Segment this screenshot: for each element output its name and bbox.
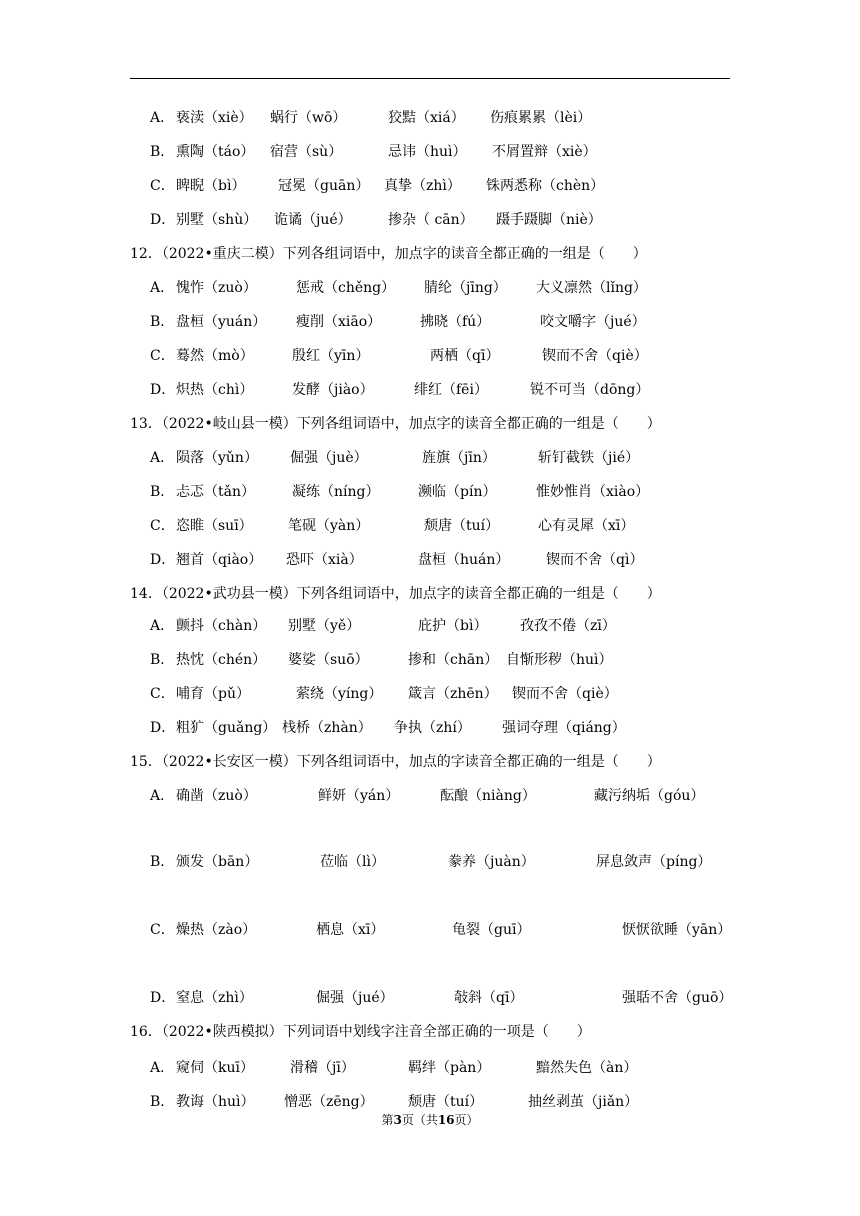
option-item: 不屑置辩（xiè）: [492, 144, 597, 160]
option-item: 憎恶（zēng）: [284, 1094, 374, 1110]
option-item: 睥睨（bì）: [176, 178, 246, 194]
option-item: 炽热（chì）: [176, 382, 254, 398]
option-item: 掺杂（ cān）: [388, 212, 474, 228]
option-item: 粗犷（guǎng）: [176, 720, 277, 736]
page-footer: [0, 1112, 860, 1128]
option-label: B．: [150, 484, 175, 500]
option-item: 强词夺理（qiáng）: [502, 720, 626, 736]
option-item: 热忱（chén）: [176, 652, 267, 668]
option-label: D．: [150, 990, 176, 1006]
option-item: 盘桓（yuán）: [176, 314, 267, 330]
option-label: D．: [150, 382, 176, 398]
option-item: 酝酿（niàng）: [440, 788, 536, 804]
option-item: 狡黠（xiá）: [388, 110, 465, 126]
question-stem: 13．（2022•岐山县一模）下列各组词语中，加点字的读音全都正确的一组是（ ）: [130, 416, 661, 432]
option-label: D．: [150, 212, 176, 228]
option-item: 敧斜（qī）: [454, 990, 524, 1006]
option-label: A．: [150, 110, 175, 126]
option-item: 咬文嚼字（jué）: [540, 314, 646, 330]
option-item: 愧怍（zuò）: [176, 280, 257, 296]
option-item: 豢养（juàn）: [448, 854, 535, 870]
option-item: 冠冕（guān）: [278, 178, 370, 194]
option-item: 颓唐（tuí）: [424, 518, 500, 534]
header-rule: [130, 78, 730, 79]
footer-middle: 页（共: [401, 1113, 438, 1127]
option-item: 翘首（qiào）: [176, 552, 263, 568]
option-item: 黯然失色（àn）: [536, 1060, 638, 1076]
option-item: 蜗行（wō）: [270, 110, 347, 126]
option-item: 萦绕（yíng）: [296, 686, 383, 702]
option-item: 诡谲（jué）: [274, 212, 352, 228]
option-item: 别墅（shù）: [176, 212, 258, 228]
option-item: 发酵（jiào）: [292, 382, 374, 398]
option-item: 滑稽（jī）: [290, 1060, 355, 1076]
option-item: 羁绊（pàn）: [408, 1060, 491, 1076]
total-pages: 16: [437, 1113, 455, 1127]
option-label: C．: [150, 922, 175, 938]
option-item: 恹恹欲睡（yān）: [622, 922, 732, 938]
option-item: 铢两悉称（chèn）: [486, 178, 605, 194]
option-label: A．: [150, 618, 175, 634]
option-label: D．: [150, 720, 176, 736]
option-item: 强聒不舍（guō）: [622, 990, 733, 1006]
option-item: 殷红（yīn）: [292, 348, 370, 364]
option-item: 自惭形秽（huì）: [506, 652, 613, 668]
option-item: 婆娑（suō）: [288, 652, 369, 668]
option-item: 绯红（fēi）: [414, 382, 488, 398]
option-item: 燥热（zào）: [176, 922, 257, 938]
option-item: 惩戒（chěng）: [296, 280, 396, 296]
option-item: 忐忑（tǎn）: [176, 484, 255, 500]
question-stem: 15．（2022•长安区一模）下列各组词语中，加点的字读音全都正确的一组是（ ）: [130, 754, 661, 770]
option-item: 拂晓（fú）: [420, 314, 491, 330]
option-item: 伤痕累累（lèi）: [490, 110, 592, 126]
option-label: C．: [150, 686, 175, 702]
option-item: 大义凛然（lǐng）: [536, 280, 647, 296]
option-item: 颓唐（tuí）: [408, 1094, 484, 1110]
option-item: 莅临（lì）: [320, 854, 385, 870]
question-stem: 12．（2022•重庆二模）下列各组词语中，加点字的读音全都正确的一组是（ ）: [130, 246, 647, 262]
page-number: 3: [393, 1113, 402, 1127]
option-item: 庇护（bì）: [418, 618, 488, 634]
option-item: 藏污纳垢（góu）: [594, 788, 705, 804]
option-item: 孜孜不倦（zī）: [520, 618, 616, 634]
option-item: 教诲（huì）: [176, 1094, 255, 1110]
option-label: C．: [150, 348, 175, 364]
option-label: A．: [150, 788, 175, 804]
option-item: 濒临（pín）: [418, 484, 497, 500]
option-item: 心有灵犀（xī）: [538, 518, 635, 534]
footer-suffix: 页）: [454, 1113, 479, 1127]
option-item: 抽丝剥茧（jiǎn）: [528, 1094, 639, 1110]
question-stem: 16．（2022•陕西模拟）下列词语中划线字注音全部正确的一项是（ ）: [130, 1024, 591, 1040]
option-item: 倔强（jué）: [316, 990, 394, 1006]
option-label: D．: [150, 552, 176, 568]
option-item: 陨落（yǔn）: [176, 450, 258, 466]
option-item: 恐吓（xià）: [286, 552, 363, 568]
option-item: 屏息敛声（píng）: [596, 854, 712, 870]
option-label: C．: [150, 178, 175, 194]
option-item: 鲜妍（yán）: [318, 788, 400, 804]
option-item: 掺和（chān）: [408, 652, 499, 668]
option-item: 箴言（zhēn）: [408, 686, 498, 702]
option-item: 栈桥（zhàn）: [282, 720, 372, 736]
option-item: 争执（zhí）: [394, 720, 471, 736]
option-item: 笔砚（yàn）: [288, 518, 370, 534]
option-item: 两栖（qī）: [430, 348, 500, 364]
footer-prefix: 第: [381, 1113, 394, 1127]
option-item: 龟裂（guī）: [452, 922, 531, 938]
option-item: 锲而不舍（qì）: [546, 552, 644, 568]
option-item: 忌讳（huì）: [388, 144, 467, 160]
option-item: 别墅（yě）: [288, 618, 361, 634]
option-label: B．: [150, 314, 175, 330]
option-label: A．: [150, 450, 175, 466]
option-label: B．: [150, 854, 175, 870]
option-label: C．: [150, 518, 175, 534]
option-label: A．: [150, 280, 175, 296]
option-item: 锲而不舍（qiè）: [542, 348, 648, 364]
option-item: 颁发（bān）: [176, 854, 259, 870]
option-item: 熏陶（táo）: [176, 144, 255, 160]
option-item: 宿营（sù）: [270, 144, 343, 160]
option-item: 确凿（zuò）: [176, 788, 257, 804]
option-label: B．: [150, 1094, 175, 1110]
option-item: 恣睢（suī）: [176, 518, 253, 534]
option-item: 腈纶（jīng）: [424, 280, 507, 296]
option-item: 瘦削（xiāo）: [296, 314, 382, 330]
option-item: 凝练（níng）: [292, 484, 380, 500]
option-item: 颤抖（chàn）: [176, 618, 267, 634]
option-item: 蹑手蹑脚（niè）: [496, 212, 602, 228]
option-item: 窥伺（kuī）: [176, 1060, 254, 1076]
option-item: 锐不可当（dōng）: [530, 382, 650, 398]
option-label: B．: [150, 652, 175, 668]
option-item: 真挚（zhì）: [384, 178, 461, 194]
option-item: 倔强（juè）: [290, 450, 368, 466]
option-item: 蓦然（mò）: [176, 348, 254, 364]
option-label: B．: [150, 144, 175, 160]
option-label: A．: [150, 1060, 175, 1076]
option-item: 栖息（xī）: [316, 922, 385, 938]
question-stem: 14．（2022•武功县一模）下列各组词语中，加点字的读音全都正确的一组是（ ）: [130, 586, 661, 602]
option-item: 锲而不舍（qiè）: [512, 686, 618, 702]
option-item: 盘桓（huán）: [418, 552, 510, 568]
option-item: 窒息（zhì）: [176, 990, 253, 1006]
option-item: 亵渎（xiè）: [176, 110, 253, 126]
option-item: 旌旗（jīn）: [422, 450, 496, 466]
option-item: 惟妙惟肖（xiào）: [536, 484, 650, 500]
option-item: 哺育（pǔ）: [176, 686, 250, 702]
option-item: 斩钉截铁（jié）: [538, 450, 640, 466]
